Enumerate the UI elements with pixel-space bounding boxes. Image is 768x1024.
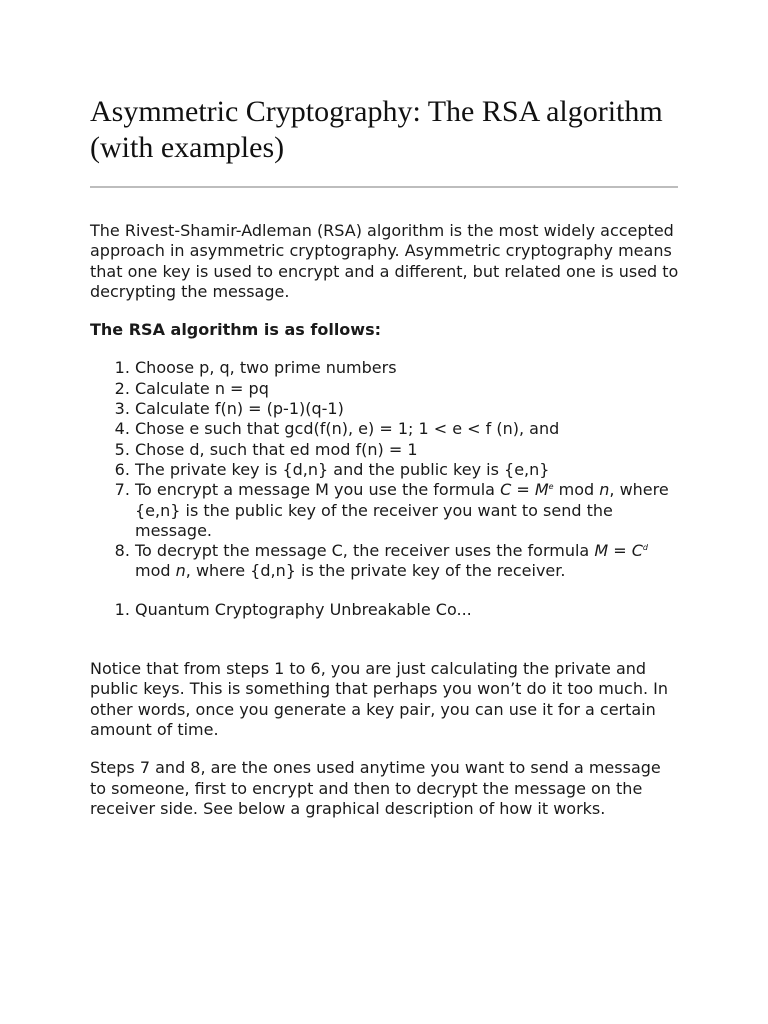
list-item: 5. Chose d, such that ed mod f(n) = 1 xyxy=(135,440,680,460)
algorithm-heading: The RSA algorithm is as follows: xyxy=(90,320,381,340)
related-link[interactable]: 1. Quantum Cryptography Unbreakable Co... xyxy=(135,600,680,620)
algorithm-steps-list xyxy=(90,358,680,581)
article xyxy=(90,0,680,819)
list-item xyxy=(135,480,680,541)
formula-operator: mod xyxy=(553,480,600,500)
formula-variable: C xyxy=(631,541,643,561)
list-item: 2. Calculate n = pq xyxy=(135,379,680,399)
related-list xyxy=(90,600,680,620)
step-text: To encrypt a message M you use the formula xyxy=(135,480,501,500)
formula-exponent: d xyxy=(642,543,648,553)
formula-variable: M xyxy=(534,480,549,500)
page-title: Asymmetric Cryptography: The RSA algorithm (with examples) xyxy=(90,95,663,164)
formula-operator: = xyxy=(511,480,535,500)
step-text: , where {e,n} is the public key of the receiver you want to send the message. xyxy=(135,480,669,540)
list-item: 1. Choose p, q, two prime numbers xyxy=(135,358,680,378)
step-text: , where {d,n} is the private key of the receiver. xyxy=(185,561,566,581)
formula-exponent: e xyxy=(548,482,554,492)
formula-variable: n xyxy=(175,561,186,581)
list-item: 3. Calculate f(n) = (p-1)(q-1) xyxy=(135,399,680,419)
title-divider xyxy=(90,186,678,188)
formula-variable: M xyxy=(594,541,609,561)
list-item: 6. The private key is {d,n} and the public key is {e,n} xyxy=(135,460,680,480)
intro-paragraph: The Rivest-Shamir-Adleman (RSA) algorithm is the most widely accepted approach in asymmetric cryptography. Asymmetric cryptography means that one key is used to encrypt and a different, but related one is used to decrypting the message. xyxy=(90,221,679,301)
step-text: To decrypt the message C, the receiver uses the formula xyxy=(135,541,595,561)
list-item: 4. Chose e such that gcd(f(n), e) = 1; 1 < e < f (n), and xyxy=(135,419,680,439)
steps-paragraph: Steps 7 and 8, are the ones used anytime you want to send a message to someone, first to encrypt and then to decrypt the message on the receiver side. See below a graphical description of how it works. xyxy=(90,758,661,818)
formula-operator: = xyxy=(608,541,632,561)
formula-variable: C xyxy=(500,480,512,500)
notice-paragraph: Notice that from steps 1 to 6, you are just calculating the private and public keys. This is something that perhaps you won’t do it too much. In other words, once you generate a key pair, you can use it for a certain amount of time. xyxy=(90,659,668,739)
formula-operator: mod xyxy=(135,561,176,581)
formula-variable: n xyxy=(599,480,610,500)
list-item xyxy=(135,541,680,582)
